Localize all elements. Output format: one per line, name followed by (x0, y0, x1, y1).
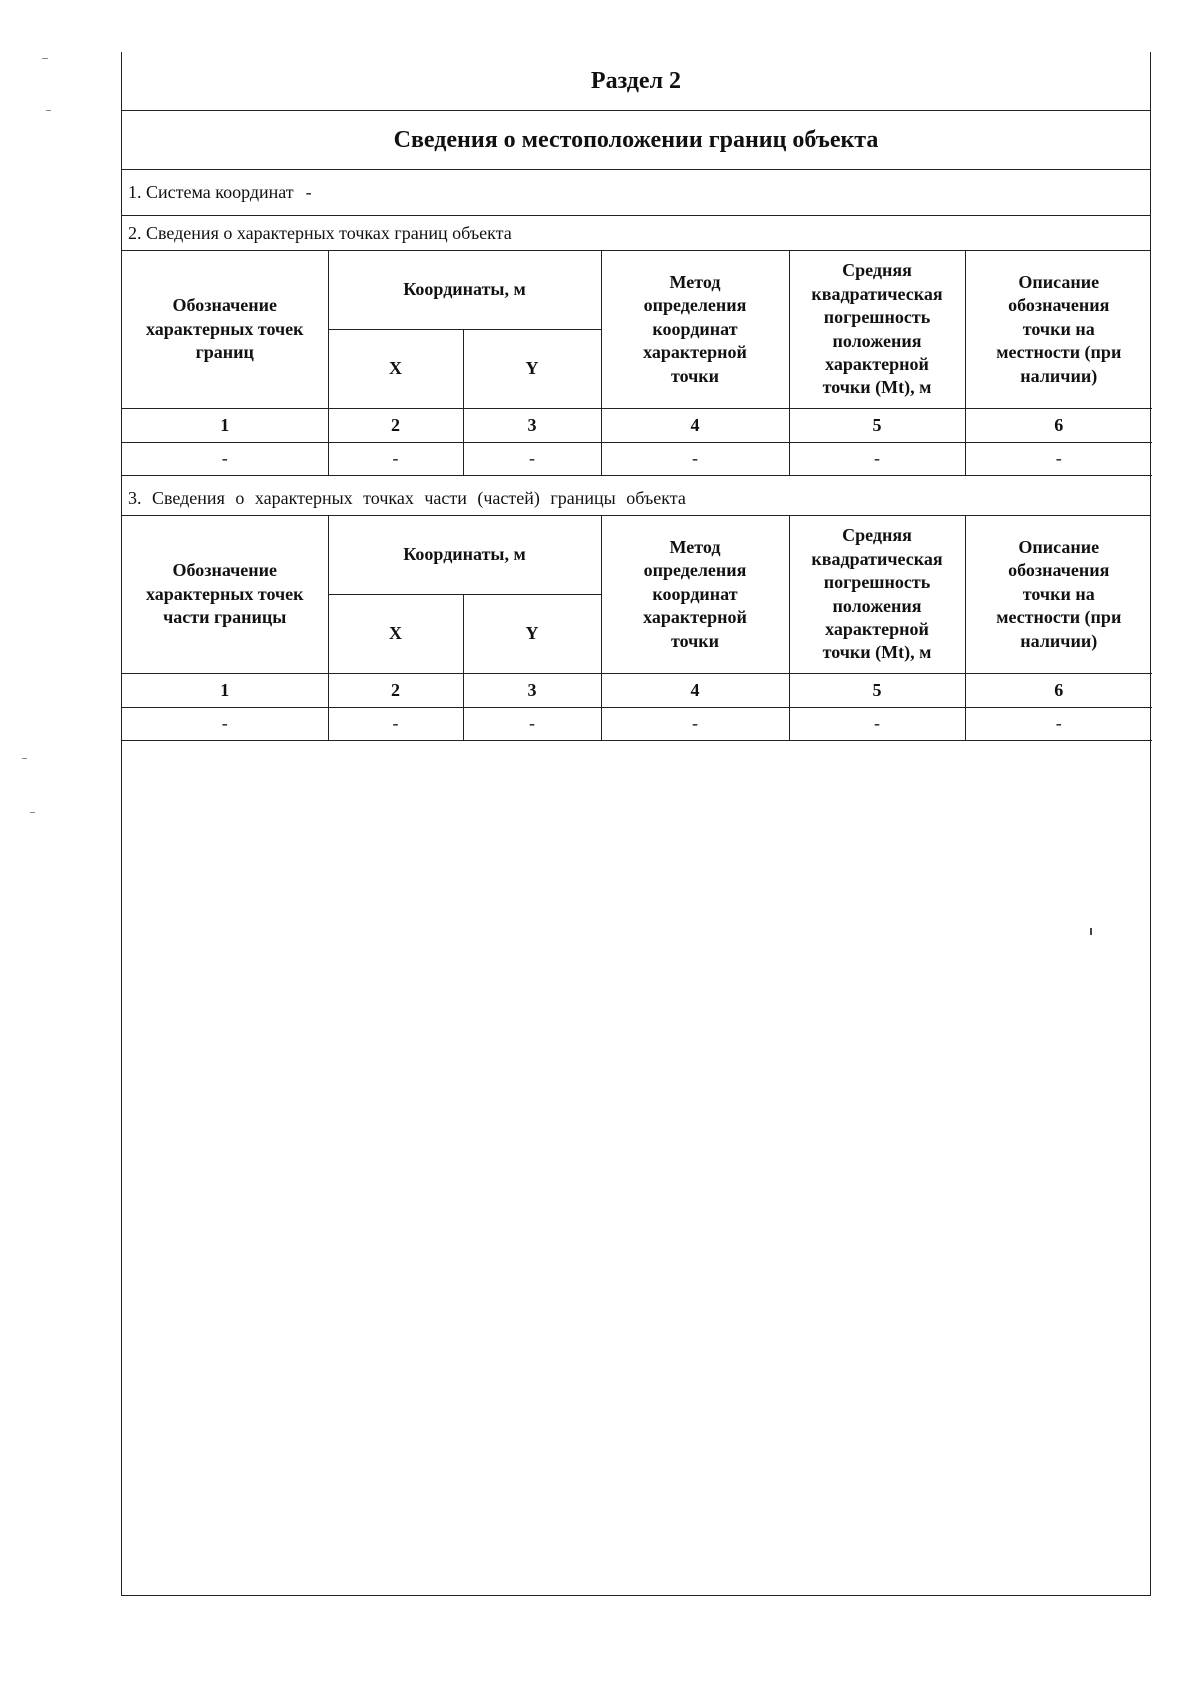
column-number-row (122, 674, 1152, 708)
table-cell: - (122, 443, 328, 476)
section3-heading-text: 3. Сведения о характерных точках части (частей) границы объекта (128, 487, 686, 508)
header-description: Описание обозначения точки на местности (при наличии) (965, 251, 1152, 409)
header-method: Метод определения координат характерной точки (601, 251, 789, 409)
page-subtitle: Сведения о местоположении границ объекта (122, 111, 1150, 170)
column-number: 5 (789, 409, 965, 443)
header-method: Метод определения координат характерной точки (601, 516, 789, 674)
header-designation: Обозначение характерных точек части границы (122, 516, 328, 674)
table-cell: - (463, 708, 601, 741)
column-number: 4 (601, 409, 789, 443)
page-title: Раздел 2 (122, 52, 1150, 111)
header-x: X (328, 595, 463, 674)
column-number: 6 (965, 409, 1152, 443)
table-cell: - (789, 443, 965, 476)
table-cell: - (965, 708, 1152, 741)
table-cell: - (328, 443, 463, 476)
column-number: 5 (789, 674, 965, 708)
scan-speck (42, 58, 48, 59)
coordinate-system-value: - (305, 182, 312, 202)
document-frame (121, 52, 1151, 1596)
table-cell: - (789, 708, 965, 741)
scan-speck (30, 812, 35, 813)
coordinate-system-label: 1. Система координат (128, 182, 294, 202)
scan-speck (22, 758, 27, 759)
column-number: 2 (328, 674, 463, 708)
header-x: X (328, 330, 463, 409)
table-cell: - (328, 708, 463, 741)
table-row (122, 708, 1152, 741)
table-cell: - (122, 708, 328, 741)
section3-heading (122, 481, 1150, 516)
column-number-row (122, 409, 1152, 443)
column-number: 4 (601, 674, 789, 708)
table-cell: - (463, 443, 601, 476)
section3-table (122, 516, 1152, 741)
header-description: Описание обозначения точки на местности (при наличии) (965, 516, 1152, 674)
section2-heading: 2. Сведения о характерных точках границ объекта (122, 216, 1150, 251)
header-y: Y (463, 595, 601, 674)
column-number: 1 (122, 674, 328, 708)
column-number: 2 (328, 409, 463, 443)
table-row (122, 443, 1152, 476)
scan-speck (46, 110, 51, 111)
column-number: 1 (122, 409, 328, 443)
coordinate-system-line (122, 170, 1150, 216)
header-coordinates: Координаты, м (328, 516, 601, 595)
header-designation: Обозначение характерных точек границ (122, 251, 328, 409)
header-error: Средняя квадратическая погрешность положения характерной точки (Mt), м (789, 516, 965, 674)
section2-table (122, 251, 1152, 476)
column-number: 3 (463, 674, 601, 708)
table-cell: - (965, 443, 1152, 476)
header-error: Средняя квадратическая погрешность положения характерной точки (Mt), м (789, 251, 965, 409)
header-y: Y (463, 330, 601, 409)
table-cell: - (601, 443, 789, 476)
column-number: 3 (463, 409, 601, 443)
header-coordinates: Координаты, м (328, 251, 601, 330)
table-cell: - (601, 708, 789, 741)
column-number: 6 (965, 674, 1152, 708)
